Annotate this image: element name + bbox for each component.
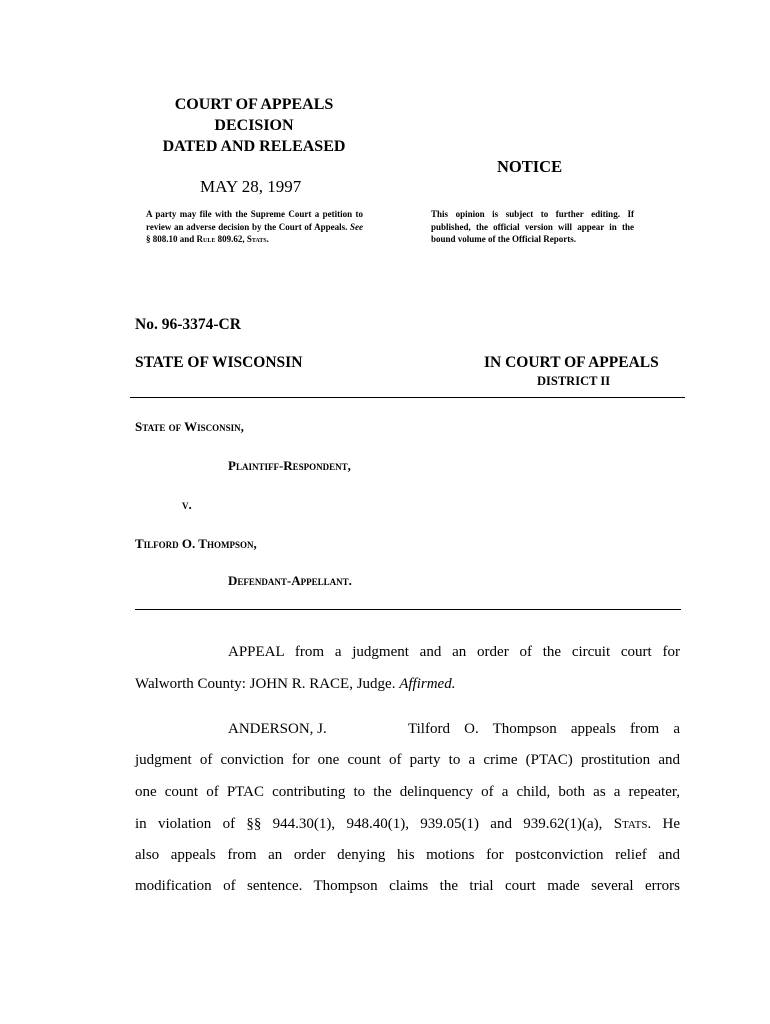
state-heading: STATE OF WISCONSIN	[135, 354, 303, 371]
court-header-line3: DATED AND RELEASED	[162, 138, 346, 155]
district-heading: DISTRICT II	[537, 374, 611, 388]
appeal-line-1: APPEAL from a judgment and an order of the circuit court for	[228, 644, 680, 660]
release-date: MAY 28, 1997	[200, 177, 302, 196]
defendant-role: Defendant-Appellant.	[228, 573, 352, 588]
plaintiff-role: Plaintiff-Respondent,	[228, 458, 351, 473]
top-divider	[130, 397, 685, 398]
appeal-line-2: Walworth County: JOHN R. RACE, Judge. Affirmed.	[135, 676, 456, 692]
notice-title: NOTICE	[497, 157, 563, 176]
bottom-divider	[135, 609, 681, 610]
plaintiff-name: State of Wisconsin,	[135, 419, 244, 434]
review-notice: A party may file with the Supreme Court a petition to review an adverse decision by the Court of Appeals. See § 808.10 and Rule 809.62, Stats.	[146, 209, 363, 245]
court-header	[133, 94, 375, 157]
opinion-line-3: one count of PTAC contributing to the delinquency of a child, both as a repeater,	[135, 784, 680, 800]
defendant-name: Tilford O. Thompson,	[135, 536, 257, 551]
judge-name: ANDERSON, J.	[228, 721, 327, 737]
publication-notice: This opinion is subject to further editing. If published, the official version will appear in the bound volume of the Official Reports.	[431, 209, 634, 245]
versus: v.	[182, 497, 192, 512]
court-header-line2: DECISION	[214, 117, 294, 134]
opinion-line-5: also appeals from an order denying his motions for postconviction relief and	[135, 847, 680, 863]
opinion-line-1: Tilford O. Thompson appeals from a	[408, 721, 680, 737]
court-heading: IN COURT OF APPEALS	[484, 354, 659, 371]
opinion-line-6: modification of sentence. Thompson claims the trial court made several errors	[135, 878, 680, 894]
court-header-line1: COURT OF APPEALS	[174, 96, 334, 113]
opinion-line-2: judgment of conviction for one count of party to a crime (PTAC) prostitution and	[135, 752, 680, 768]
opinion-line-4: in violation of §§ 944.30(1), 948.40(1), 939.05(1) and 939.62(1)(a), Stats. He	[135, 816, 680, 832]
case-number: No. 96-3374-CR	[135, 316, 241, 333]
